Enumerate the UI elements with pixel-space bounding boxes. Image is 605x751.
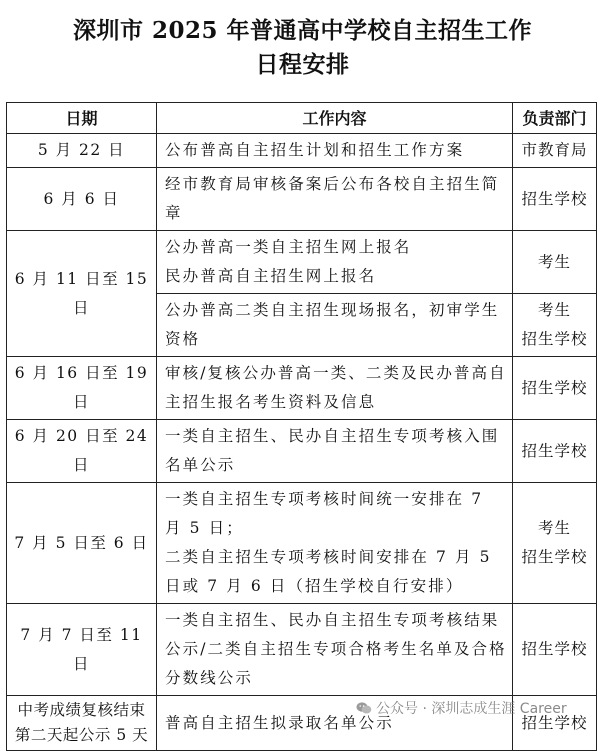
document-title-line2: 日程安排: [255, 51, 350, 78]
dept-line: 招生学校: [521, 378, 588, 397]
dept-line: 市教育局: [521, 141, 588, 159]
document-title-line1: 深圳市 2025 年普通高中学校自主招生工作: [72, 17, 533, 44]
table-header-row: [7, 103, 597, 134]
content-line: 审核/复核公办普高一类、二类及民办普高自主招生报名考生资料及信息: [165, 364, 507, 411]
dept-line: 招生学校: [521, 713, 588, 732]
dept-line: 招生学校: [521, 330, 588, 348]
header-date: 日期: [7, 103, 157, 134]
table-row: [7, 134, 597, 168]
content-line: 普高自主招生拟录取名单公示: [165, 713, 394, 732]
dept-line: 招生学校: [521, 441, 588, 460]
dept-cell: [513, 357, 597, 420]
content-line: 经市教育局审核备案后公布各校自主招生简章: [165, 175, 500, 222]
wechat-icon: [356, 701, 372, 715]
dept-line: 考生: [537, 301, 571, 319]
dept-cell: [513, 231, 597, 294]
date-cell: 5 月 22 日: [7, 134, 157, 168]
table-row: [7, 357, 597, 420]
content-line: 民办普高自主招生网上报名: [165, 267, 377, 285]
content-line: 一类自主招生专项考核时间统一安排在 7 月 5 日；: [165, 490, 484, 537]
content-cell: [157, 231, 513, 294]
dept-cell: [513, 604, 597, 696]
dept-cell: [513, 294, 597, 357]
date-cell: 6 月 20 日至 24 日: [7, 420, 157, 483]
watermark-text: 公众号 · 深圳志成生涯 Career: [376, 701, 567, 717]
content-line: 公办普高一类自主招生网上报名: [165, 238, 412, 256]
table-row: [7, 604, 597, 696]
watermark: [356, 698, 567, 718]
date-cell: 中考成绩复核结束第二天起公示 5 天: [7, 696, 157, 751]
content-cell: [157, 420, 513, 483]
schedule-table: [6, 102, 597, 751]
date-cell: 7 月 7 日至 11 日: [7, 604, 157, 696]
table-row: [7, 231, 597, 294]
dept-line: 考生: [537, 519, 571, 537]
content-cell: [157, 483, 513, 604]
dept-line: 考生: [537, 252, 571, 271]
content-cell: [157, 134, 513, 168]
content-line: 二类自主招生专项考核时间安排在 7 月 5 日或 7 月 6 日（招生学校自行安排）: [165, 548, 492, 595]
content-cell: [157, 168, 513, 231]
table-row: [7, 483, 597, 604]
table-row: [7, 168, 597, 231]
table-row: [7, 420, 597, 483]
dept-line: 招生学校: [521, 640, 588, 658]
content-line: 一类自主招生、民办自主招生专项考核入围名单公示: [165, 427, 500, 474]
content-line: 一类自主招生、民办自主招生专项考核结果公示/二类自主招生专项合格考生名单及合格分数线公示: [165, 611, 507, 687]
dept-cell: [513, 134, 597, 168]
content-line: 公办普高二类自主招生现场报名，初审学生资格: [165, 301, 500, 348]
content-cell: [157, 604, 513, 696]
dept-cell: [513, 168, 597, 231]
content-cell: [157, 294, 513, 357]
dept-cell: [513, 420, 597, 483]
dept-line: 招生学校: [521, 548, 588, 566]
header-content: 工作内容: [157, 103, 513, 134]
date-cell: 6 月 16 日至 19 日: [7, 357, 157, 420]
date-cell: 7 月 5 日至 6 日: [7, 483, 157, 604]
date-cell: 6 月 11 日至 15 日: [7, 231, 157, 357]
content-cell: [157, 357, 513, 420]
header-dept: 负责部门: [513, 103, 597, 134]
dept-line: 招生学校: [521, 189, 588, 208]
date-cell: 6 月 6 日: [7, 168, 157, 231]
dept-cell: [513, 483, 597, 604]
content-line: 公布普高自主招生计划和招生工作方案: [165, 141, 465, 159]
